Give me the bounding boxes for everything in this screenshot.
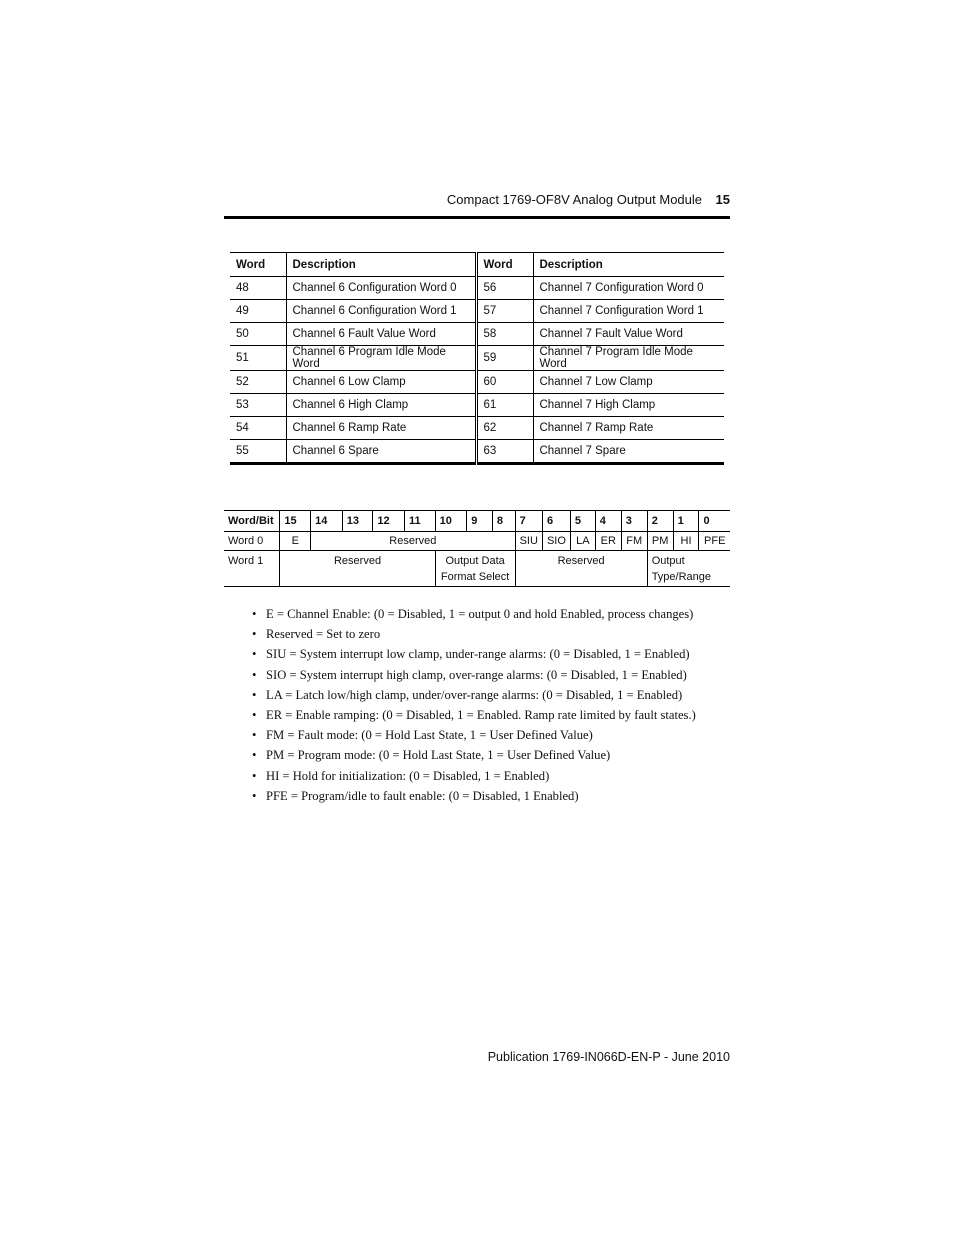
bit-number-header: 4 — [595, 511, 621, 532]
list-item-text: SIO = System interrupt high clamp, over-range alarms: (0 = Disabled, 1 = Enabled) — [266, 667, 687, 682]
list-item-text: ER = Enable ramping: (0 = Disabled, 1 = Enabled. Ramp rate limited by fault states.) — [266, 707, 696, 722]
column-header-word: Word — [230, 253, 286, 277]
bit-number-header: 3 — [621, 511, 647, 532]
table-row — [230, 300, 724, 323]
output-type-line2: Type/Range — [651, 571, 712, 583]
page-number: 15 — [715, 192, 730, 207]
bit-definitions-list — [252, 604, 742, 806]
word-number: 49 — [230, 300, 286, 323]
word-description: Channel 6 Program Idle Mode Word — [286, 346, 476, 371]
word-number: 59 — [476, 346, 533, 371]
bit-number-header: 6 — [542, 511, 570, 532]
bit-e: E — [280, 532, 311, 551]
bit-siu: SIU — [515, 532, 542, 551]
word0-reserved: Reserved — [311, 532, 516, 551]
column-header-word: Word — [476, 253, 533, 277]
word-description: Channel 7 Configuration Word 0 — [533, 277, 724, 300]
list-item-text: SIU = System interrupt low clamp, under-range alarms: (0 = Disabled, 1 = Enabled) — [266, 647, 690, 662]
word1-row — [224, 551, 730, 587]
word-description: Channel 6 Ramp Rate — [286, 417, 476, 440]
word-number: 51 — [230, 346, 286, 371]
list-item — [252, 725, 742, 745]
bit-er: ER — [595, 532, 621, 551]
word1-reserved-low: Reserved — [515, 551, 647, 587]
word-description: Channel 6 Spare — [286, 440, 476, 464]
publication-footer: Publication 1769-IN066D-EN-P - June 2010 — [487, 1050, 730, 1064]
word-description: Channel 6 High Clamp — [286, 394, 476, 417]
table-row — [230, 440, 724, 464]
bit-number-header: 2 — [647, 511, 673, 532]
bit-number-header: 13 — [342, 511, 373, 532]
list-item — [252, 705, 742, 725]
word-number: 63 — [476, 440, 533, 464]
column-header-description: Description — [286, 253, 476, 277]
word-description: Channel 7 Program Idle Mode Word — [533, 346, 724, 371]
table-row — [230, 346, 724, 371]
output-type-range — [647, 551, 730, 587]
bullet-icon: • — [252, 647, 257, 662]
list-item-text: E = Channel Enable: (0 = Disabled, 1 = output 0 and hold Enabled, process changes) — [266, 607, 694, 621]
bit-number-header: 5 — [570, 511, 595, 532]
bit-number-header: 9 — [467, 511, 493, 532]
word-number: 56 — [476, 277, 533, 300]
list-item-text: HI = Hold for initialization: (0 = Disabled, 1 = Enabled) — [266, 768, 550, 783]
word-number: 53 — [230, 394, 286, 417]
bit-pfe: PFE — [699, 532, 730, 551]
word-description: Channel 6 Configuration Word 1 — [286, 300, 476, 323]
bit-fm: FM — [621, 532, 647, 551]
list-item-text: LA = Latch low/high clamp, under/over-range alarms: (0 = Disabled, 1 = Enabled) — [266, 687, 683, 702]
bullet-icon: • — [252, 788, 257, 803]
bit-number-header: 1 — [673, 511, 699, 532]
list-item-text: Reserved = Set to zero — [266, 627, 381, 642]
bit-number-header: 10 — [435, 511, 467, 532]
output-data-line2: Format Select — [440, 571, 510, 583]
word-number: 61 — [476, 394, 533, 417]
bit-sio: SIO — [542, 532, 570, 551]
bullet-icon: • — [252, 687, 257, 702]
word-description: Channel 7 Low Clamp — [533, 371, 724, 394]
table-row — [230, 417, 724, 440]
word0-label: Word 0 — [224, 532, 280, 551]
word-description: Channel 7 Fault Value Word — [533, 323, 724, 346]
bit-number-header: 0 — [699, 511, 730, 532]
word-description: Channel 7 High Clamp — [533, 394, 724, 417]
bullet-icon: • — [252, 748, 257, 763]
table-row — [230, 277, 724, 300]
bit-hi: HI — [673, 532, 699, 551]
bit-number-header: 12 — [373, 511, 405, 532]
page-header — [224, 192, 730, 219]
bullet-icon: • — [252, 768, 257, 783]
word-number: 48 — [230, 277, 286, 300]
word-description: Channel 7 Ramp Rate — [533, 417, 724, 440]
output-type-line1: Output — [651, 555, 685, 567]
bit-number-header: 15 — [280, 511, 311, 532]
bit-number-header: 7 — [515, 511, 542, 532]
list-item — [252, 745, 742, 765]
word-number: 52 — [230, 371, 286, 394]
list-item-text: PFE = Program/idle to fault enable: (0 = Disabled, 1 Enabled) — [266, 788, 579, 803]
word0-row — [224, 532, 730, 551]
bullet-icon: • — [252, 728, 257, 743]
word-description: Channel 6 Low Clamp — [286, 371, 476, 394]
bit-number-header: 11 — [404, 511, 435, 532]
word-description: Channel 6 Configuration Word 0 — [286, 277, 476, 300]
word-description: Channel 7 Spare — [533, 440, 724, 464]
word-number: 55 — [236, 445, 249, 457]
bullet-icon: • — [252, 607, 257, 621]
table-row — [230, 323, 724, 346]
list-item — [252, 624, 742, 644]
column-header-description: Description — [533, 253, 724, 277]
list-item — [252, 766, 742, 786]
word-bit-table — [224, 510, 730, 587]
word1-label: Word 1 — [224, 551, 280, 587]
bit-number-header: 8 — [492, 511, 515, 532]
word-number: 62 — [476, 417, 533, 440]
list-item — [252, 604, 742, 624]
word-number: 60 — [476, 371, 533, 394]
list-item — [252, 644, 742, 664]
word-number: 50 — [230, 323, 286, 346]
list-item — [252, 665, 742, 685]
word-bit-header: Word/Bit — [224, 511, 280, 532]
list-item-text: FM = Fault mode: (0 = Hold Last State, 1 = User Defined Value) — [266, 728, 593, 743]
bullet-icon: • — [252, 707, 257, 722]
output-data-line1: Output Data — [445, 555, 505, 567]
bullet-icon: • — [252, 627, 257, 642]
word-description: Channel 6 Fault Value Word — [286, 323, 476, 346]
bit-number-header: 14 — [311, 511, 343, 532]
word-number: 58 — [476, 323, 533, 346]
table-row — [230, 394, 724, 417]
table-row — [230, 371, 724, 394]
word-description: Channel 7 Configuration Word 1 — [533, 300, 724, 323]
word1-reserved-high: Reserved — [280, 551, 435, 587]
bit-la: LA — [570, 532, 595, 551]
list-item-text: PM = Program mode: (0 = Hold Last State, 1 = User Defined Value) — [266, 748, 611, 763]
header-title: Compact 1769-OF8V Analog Output Module — [446, 192, 702, 207]
table-header-row — [230, 253, 724, 277]
list-item — [252, 685, 742, 705]
output-data-format-select — [435, 551, 515, 587]
bullet-icon: • — [252, 667, 257, 682]
word-number: 54 — [230, 417, 286, 440]
word-number: 57 — [476, 300, 533, 323]
bit-header-row — [224, 511, 730, 532]
word-description-table — [230, 252, 724, 465]
list-item — [252, 786, 742, 806]
bit-pm: PM — [647, 532, 673, 551]
